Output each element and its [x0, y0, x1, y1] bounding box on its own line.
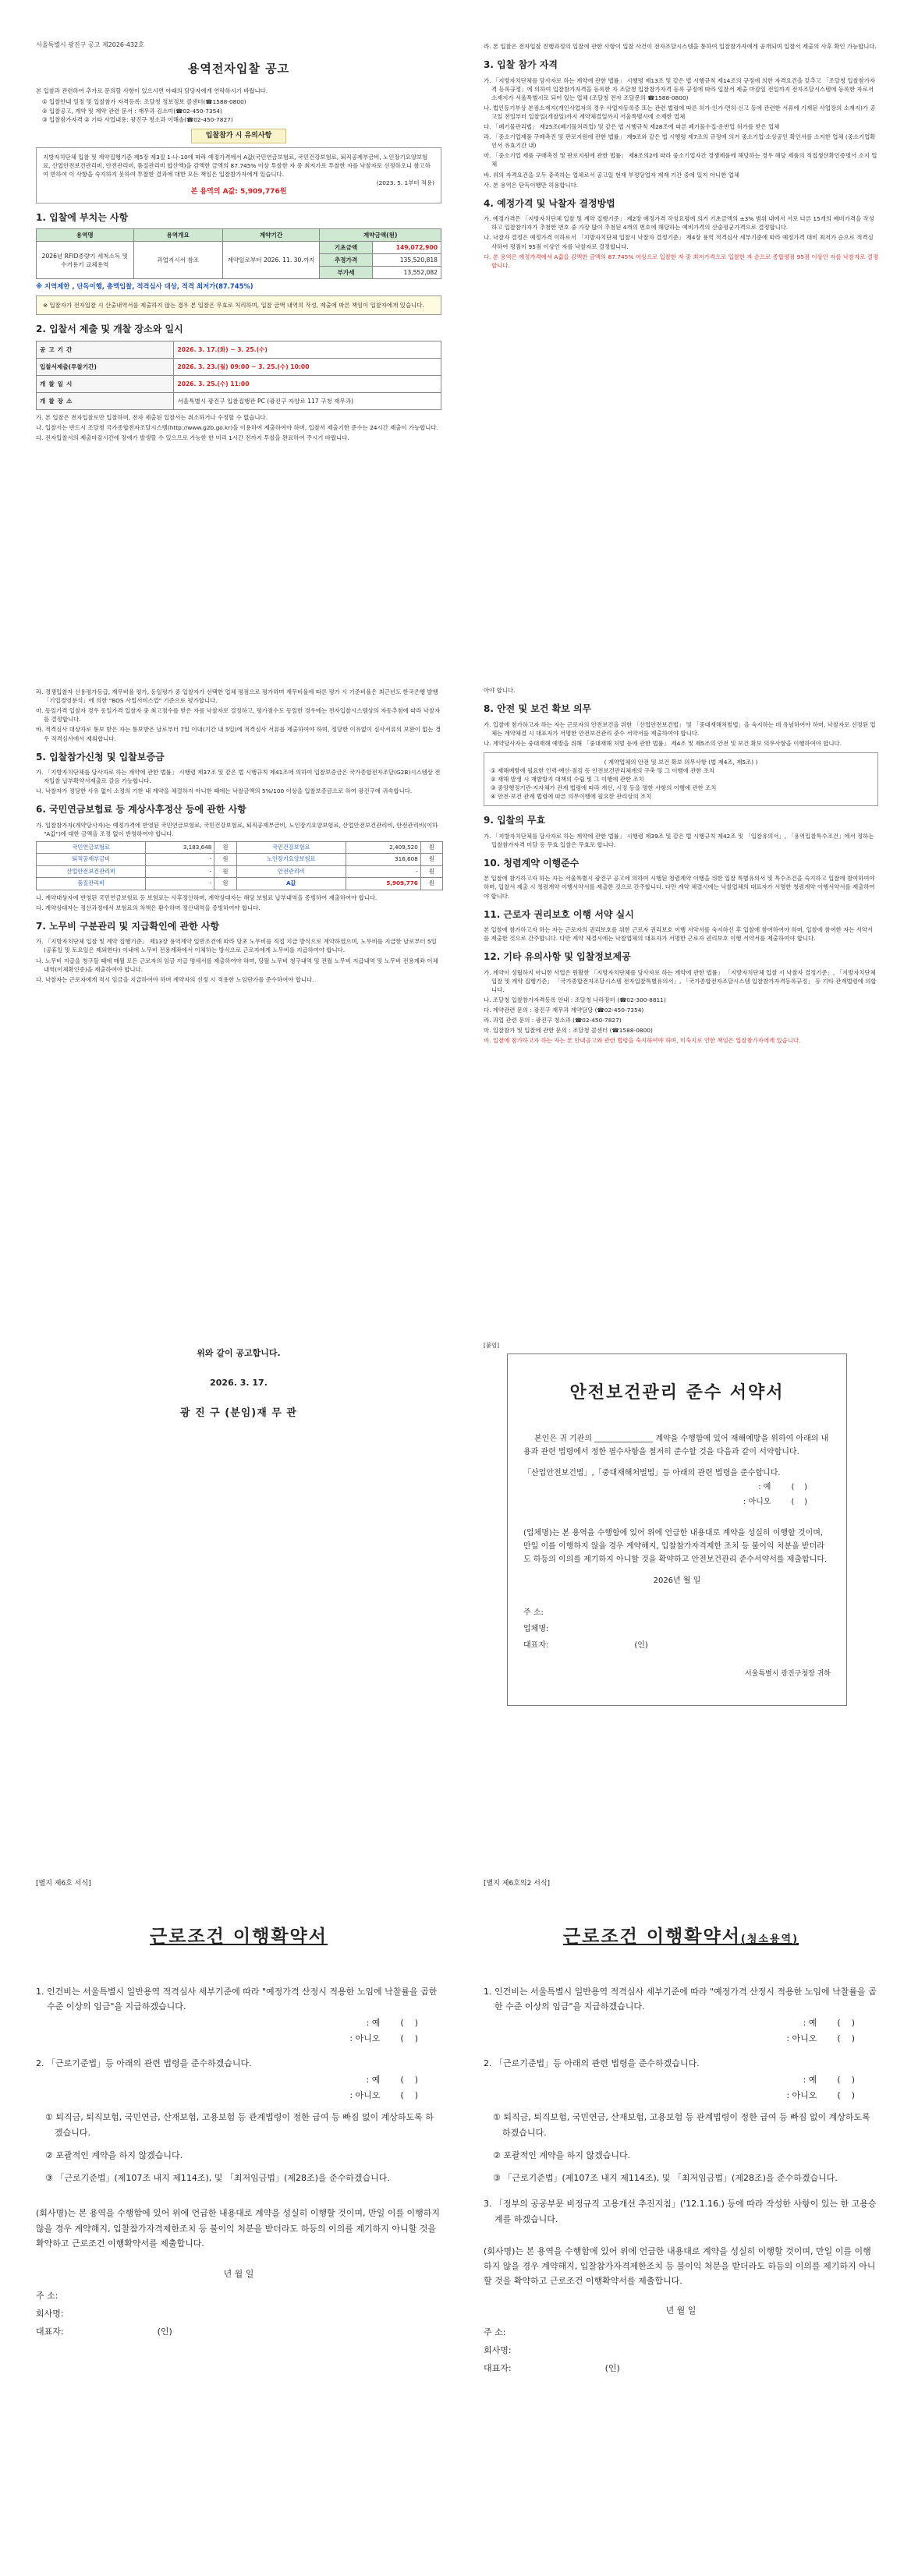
intro-text: 본 입찰과 관련하여 추가로 문의할 사항이 있으시면 아래의 담당자에게 연락하시기 바랍니다.	[36, 87, 268, 95]
form-number: [별지 제6호 서식]	[36, 1880, 91, 1888]
no-row	[36, 2033, 418, 2045]
insurance-name: 산업안전보건관리비	[37, 865, 146, 877]
insurance-amount: -	[146, 854, 214, 865]
insurance-name: 퇴직공제부금비	[37, 854, 146, 865]
insurance-amount: 316,608	[346, 854, 420, 865]
page-3-right-column	[484, 686, 878, 1224]
service-table	[36, 228, 441, 279]
safety-item: 나. 계약당사자는 중대재해 예방을 위해 「중대재해 처벌 등에 관한 법률」 제4조 및 제5조의 안전 및 보건 확보 의무사항을 이행하여야 합니다.	[484, 739, 842, 747]
insurance-amount: -	[146, 865, 214, 877]
note-item: 바. 적격심사 대상자로 통보 받은 자는 통보받은 날로부터 7일 이내(기간 내 5일)에 적격심사 서류를 제출하여야 하며, 정당한 이유없이 심사서류의 보완이 없는 경우 적격심사에서 제외합니다.	[36, 726, 441, 742]
insurance-amount: 5,909,776	[346, 878, 420, 890]
deposit-item: 나. 낙찰자가 정당한 사유 없이 소정의 기한 내 계약을 체결하지 아니한 때에는 낙찰금액의 5%/100 이상을 입찰보증금으로 하여 광진구에 귀속합니다.	[36, 787, 413, 795]
misc-item: 바. 입찰에 참가하고자 하는 자는 본 안내공고와 관련 법령을 숙지하여야 하며, 미숙지로 인한 책임은 입찰참가자에게 있습니다.	[484, 1037, 801, 1045]
pledge-frame	[507, 1353, 847, 1706]
closing-line: 위와 같이 공고합니다.	[197, 1348, 281, 1358]
page-1	[36, 41, 441, 602]
pledge-title: 안전보건관리 준수 서약서	[569, 1383, 785, 1403]
safety-duty: ③ 중앙행정기관·지자체가 관계 법령에 따라 개선, 시정 등을 명한 사항의 이행에 관한 조치	[491, 784, 717, 792]
lc-closing: (회사명)는 본 용역을 수행함에 있어 위에 언급한 내용대로 계약을 성실히 이행할 것이며, 만일 이를 이행하지 않을 경우 계약해지, 입찰참가자격제한조치 등 불이익 처분을 받더라도 하등의 이의를 제기하지 아니할 것을 확약하고 근로조건 이행확약서를 제출합니다.	[484, 2245, 876, 2287]
insurance-table	[36, 841, 443, 890]
qualification-item: 바. 위의 자격요건을 모두 충족하는 업체로서 공고일 현재 부정당업자 제재 기간 중에 있지 아니한 업체	[484, 171, 739, 179]
seal-mark: (인)	[634, 1640, 648, 1650]
section-heading: 11. 근로자 권리보호 이행 서약 실시	[484, 908, 634, 920]
no-row	[36, 2089, 418, 2102]
pledge-body: 본인은 귀 기관의 _______________ 계약을 수행함에 있어 재해예방을 위하여 아래의 내용과 관련 법령에서 정한 필수사항을 철저히 준수할 것을 다음과 같이 서약합니다.	[523, 1434, 829, 1456]
seal-mark: (인)	[157, 2327, 172, 2337]
form-title: 근로조건 이행확약서(청소용역)	[562, 1926, 799, 1947]
yes-row	[36, 2074, 418, 2086]
attachment-tag: [붙임]	[484, 1342, 500, 1349]
pledge-company: 업체명:	[523, 1624, 549, 1633]
no-label: : 아니오	[786, 2033, 817, 2044]
service-name: 2026년 RFID종량기 세척소독 및 수거용기 교체용역	[37, 242, 134, 279]
note-item: 다. 전자입찰서의 제출마감시간에 장애가 발생할 수 있으므로 가능한 한 미리 1시간 전까지 투찰을 완료하여 주시기 바랍니다.	[36, 434, 349, 442]
pledge-closing: (업체명)는 본 용역을 수행함에 있어 위에 언급한 내용대로 계약을 성실히 이행할 것이며, 만일 이를 이행하지 않을 경우 계약해지, 입찰참가자격제한 조치 등 불이익 처분을 받더라도 하등의 이의를 제기하지 아니할 것을 확약하고 안전보건관리 준수서약서를 제출합니다.	[523, 1529, 828, 1565]
misc-item: 가. 계약이 성립하지 아니한 사업은 원활한 「지방자치단체를 당사자로 하는 계약에 관한 법률」 「지방자치단체 입찰 시 낙찰자 결정기준」, 「지방자치단체 입찰 및 계약 집행기준」 「국가종합전자조달시스템 전자입찰특별유의서」, 「국가종합전자조달시스템 입찰참가자격등록규정」 등 기타 관계법령에 의합니다.	[484, 968, 877, 993]
page-7	[484, 1879, 878, 2549]
yes-row	[484, 2074, 855, 2086]
schedule-key: 입찰서제출(투찰기간)	[37, 358, 174, 375]
lc-item: 2. 「근로기준법」등 아래의 관련 법령을 준수하겠습니다.	[484, 2058, 700, 2069]
contact-item: ③ 입찰참가자격 ② 기타 사업내용: 광진구 청소과 이해솔(☎02-450-7827)	[42, 115, 233, 123]
pledge-yes-row	[523, 1482, 807, 1494]
yes-label: : 예	[803, 2075, 817, 2086]
page-3	[36, 686, 878, 1224]
service-period: 계약일로부터 2026. 11. 30.까지	[222, 242, 320, 279]
pledge-recipient: 서울특별시 광진구청장 귀하	[744, 1669, 831, 1678]
note-item: 나. 입찰서는 반드시 조달청 국가종합전자조달시스템(http://www.g2b.go.kr)을 이용하여 제출하여야 하며, 입찰서 제출기한 준수는 24시간 제출이 가능합니다.	[36, 423, 438, 431]
misc-item: 마. 입찰참가 및 입찰에 관한 문의 : 조달청 콜센터 (☎1588-0800)	[484, 1027, 653, 1035]
section-heading: 5. 입찰참가신청 및 입찰보증금	[36, 751, 165, 763]
lc-company: 회사명:	[36, 2309, 64, 2319]
pledge-law: 「산업안전보건법」,「중대재해처벌법」등 아래의 관련 법령을 준수합니다.	[523, 1468, 781, 1477]
wage-item: 다. 낙찰자는 근로자에게 적시 임금을 지급하여야 하며 계약자의 선정 시 적용한 노임단가를 준수하여야 합니다.	[36, 975, 314, 983]
lc-address: 주 소:	[36, 2291, 58, 2302]
lc-item: 1. 인건비는 서울특별시 일반용역 적격심사 세부기준에 따라 "예정가격 산정시 적용한 노임에 낙찰률을 곱한 수준 이상의 임금"을 지급하겠습니다.	[484, 1986, 877, 2012]
insurance-name: 안전관리비	[236, 865, 346, 877]
note-item: 마. 동일가격 입찰자 경우 동일가격 입찰자 중 최고점수를 받은 자를 낙찰자로 결정하고, 평가점수도 동일한 경우에는 전자입찰시스템상의 자동추첨에 따라 낙찰자를 결정합니다.	[36, 707, 441, 724]
qualification-item: 나. 법인등기부상 본점소재지(개인사업자의 경우 사업자등록증 또는 관련 법령에 따른 허가·인가·면허·신고 등에 관련한 서류에 기재된 사업장의 소재지)가 공고일 전일부터 입찰일(개찰일)까지 계약체결일까지 서울특별시에 소재한 업체	[484, 104, 876, 120]
yes-label: : 예	[366, 2018, 381, 2029]
misc-item: 나. 조달청 입찰참가자격등록 안내 : 조달청 나라장터 (☎02-300-8811)	[484, 996, 666, 1004]
yes-label: : 예	[366, 2075, 381, 2086]
page-title: 용역전자입찰 공고	[187, 61, 290, 76]
contact-item: ① 입찰안내 일정 및 입찰참가 자격등록: 조달청 정보정보 콜센터(☎1588-0800)	[42, 98, 246, 106]
insurance-amount: -	[346, 865, 420, 877]
form-title: 근로조건 이행확약서	[150, 1926, 328, 1947]
amount-value: 13,552,082	[372, 267, 441, 279]
yes-checkbox[interactable]: ( )	[791, 1483, 807, 1492]
section-heading: 4. 예정가격 및 낙찰자 결정방법	[484, 197, 615, 209]
section-heading: 8. 안전 및 보건 확보 의무	[484, 703, 592, 715]
note-item: 라. 경쟁입찰자 신용평가등급, 재무비율 평가, 동일평가 중 입찰자가 선택한 업체 평점으로 평가하며 재무비율에 따른 평가 시 기준비율은 최근년도 한국은행 발행 「기업경영분석」에 의한 "BOS 사업서비스업" 기준으로 평가합니다.	[36, 688, 438, 705]
notice-date: (2023. 5. 1부터 적용)	[376, 179, 434, 187]
no-label: : 아니오	[349, 2090, 381, 2101]
no-checkbox[interactable]: ( )	[837, 2090, 855, 2101]
price-item: 나. 낙찰자 결정은 예정가격 이하로서 「지방자치단체 입찰시 낙찰자 결정기준」 제4장 용역 적격심사 세부기준에 따라 예정가격 대비 최저가 순으로 적격심사하여 평점이 95점 이상인 자를 낙찰자로 결정합니다.	[484, 234, 874, 250]
lc-sub-item: ③ 「근로기준법」(제107조 내지 제114조), 및 「최저임금법」(제28조)을 준수하겠습니다.	[45, 2173, 390, 2184]
insurance-item: 나. 계약대상자에 반영된 국민연금보험료 등 보험료는 사후정산하며, 계약상대자는 해당 보험료 납부내역을 증빙하여 제출하여야 합니다.	[36, 893, 378, 901]
lc-company: 회사명:	[484, 2344, 512, 2355]
safety-duty: ② 재해 발생 시 재발방지 대책의 수립 및 그 이행에 관한 조치	[491, 776, 644, 784]
col-header: 계약기간	[222, 229, 320, 242]
lc-sub-item: ② 포괄적인 계약을 하지 않겠습니다.	[493, 2150, 631, 2160]
lc-date: 년 월 일	[223, 2269, 254, 2280]
section-heading: 3. 입찰 참가 자격	[484, 59, 558, 71]
no-label: : 아니오	[743, 1497, 771, 1506]
insurance-item: 가. 입찰참가자(계약당사자)는 예정가격에 반영된 국민연금보험료, 국민건강보험료, 퇴직공제부금비, 노인장기요양보험료, 산업안전보건관리비, 안전관리비(이하 "A값")에 대한 금액을 조정 없이 반영하여야 합니다.	[36, 821, 438, 837]
yes-label: : 예	[758, 1483, 771, 1492]
insurance-unit: 원	[214, 841, 236, 853]
schedule-value: 2026. 3. 25.(수) 11:00	[174, 375, 441, 392]
form-number: [별지 제6호의2 서식]	[484, 1880, 551, 1888]
insurance-name: A값	[236, 878, 346, 890]
deposit-item: 가. 「지방자치단체를 당사자로 하는 계약에 관한 법률」 시행령 제37조 및 같은 법 시행규칙 제41조에 의하여 입찰보증금은 국가종합전자조달(G2B)시스템상 전자입찰 납부확약서제출로 갈음 가능합니다.	[36, 769, 441, 785]
section-heading: 6. 국민연금보험료 등 계상사후정산 등에 관한 사항	[36, 804, 246, 816]
insurance-amount: 3,183,648	[146, 841, 214, 853]
col-header: 계약금액(원)	[320, 229, 441, 242]
no-checkbox[interactable]: ( )	[791, 1497, 807, 1506]
contact-list	[36, 97, 441, 123]
no-row	[484, 2089, 855, 2102]
yes-checkbox[interactable]: ( )	[400, 2018, 418, 2029]
schedule-key: 개찰장소	[37, 392, 174, 409]
no-checkbox[interactable]: ( )	[400, 2090, 418, 2101]
no-label: : 아니오	[786, 2090, 817, 2101]
lc-date: 년 월 일	[665, 2305, 697, 2316]
lc-sub-item: ② 포괄적인 계약을 하지 않겠습니다.	[45, 2150, 183, 2160]
lc-item: 2. 「근로기준법」등 아래의 관련 법령을 준수하겠습니다.	[36, 2058, 252, 2069]
restriction-note: ※ 지역제한 , 단독이행, 총액입찰, 적격심사 대상, 적격 최저가(87.745%)	[36, 282, 253, 291]
submission-warning: ※ 입찰자가 전자입찰 시 산출내역서를 제출하지 않는 경우 본 입찰은 무효로 처리하며, 입찰 금액 내역의 작성, 제출에 따른 책임이 입찰자에게 있습니다.	[36, 295, 441, 315]
section-heading: 9. 입찰의 무효	[484, 815, 546, 826]
pledge-address: 주 소:	[523, 1608, 544, 1617]
amount-value: 135,520,818	[372, 254, 441, 267]
insurance-unit: 원	[420, 865, 442, 877]
no-checkbox[interactable]: ( )	[400, 2033, 418, 2044]
lc-sub-item: ① 퇴직금, 퇴직보험, 국민연금, 산재보험, 고용보험 등 관계법령이 정한 급여 등 빠짐 없이 계상하도록 하겠습니다.	[493, 2112, 870, 2138]
yes-row	[36, 2017, 418, 2029]
misc-item: 다. 계약관련 문의 : 광진구 재무과 계약담당 (☎02-450-7354)	[484, 1007, 644, 1014]
notice-box	[36, 147, 441, 203]
schedule-value: 2026. 3. 23.(월) 09:00 ~ 3. 25.(수) 10:00	[174, 358, 441, 375]
lc-sub-item: ① 퇴직금, 퇴직보험, 국민연금, 산재보험, 고용보험 등 관계법령이 정한 급여 등 빠짐 없이 계상하도록 하겠습니다.	[45, 2112, 434, 2138]
pledge-no-row	[523, 1497, 807, 1509]
pledge-representative: 대표자: (인)	[523, 1640, 648, 1650]
seal-mark: (인)	[604, 2362, 620, 2373]
insurance-name: 국민연금보험료	[37, 841, 146, 853]
page-3-left-column	[36, 686, 443, 1224]
schedule-value: 2026. 3. 17.(화) ~ 3. 25.(수)	[174, 341, 441, 358]
yes-checkbox[interactable]: ( )	[837, 2075, 855, 2086]
schedule-value: 서울특별시 광진구 입찰집행관 PC (광진구 자양로 117 구청 재무과)	[174, 392, 441, 409]
no-row	[484, 2033, 855, 2045]
page-6	[36, 1879, 441, 2549]
amount-value: 149,072,900	[372, 242, 441, 254]
notice-heading: 입찰참가 시 유의사항	[36, 129, 441, 143]
price-item: 다. 본 용역은 예정가격에서 A값을 감액한 금액의 87.745% 이상으로 입찰한 자 중 최저가격으로 입찰한 자 순으로 종합평점 95점 이상인 자를 낙찰자로 결정합니다.	[484, 253, 878, 269]
insurance-name: 국민건강보험료	[236, 841, 346, 853]
pledge-date: 2026년 월 일	[653, 1576, 701, 1586]
insurance-unit: 원	[214, 854, 236, 865]
schedule-key: 개찰일시	[37, 375, 174, 392]
price-item: 가. 예정가격은 「지방자치단체 입찰 및 계약 집행기준」 제2장 예정가격 작성요령에 의거 기초금액의 ±3% 범위 내에서 서로 다른 15개의 예비가격을 작성하고 입찰참가자가 추첨한 번호 중 가장 많이 추첨된 4개의 번호에 해당하는 예비가격의 산술평균가격으로 결정합니다.	[484, 215, 874, 232]
insurance-unit: 원	[420, 878, 442, 890]
invalid-item: 가. 「지방자치단체를 당사자로 하는 계약에 관한 법률」 시행령 제39조 및 같은 법 시행규칙 제42조 및 「입찰유의서」, 「용역입찰특수조건」에서 정하는 입찰참가자격 미달 등 무효 입찰은 무효로 합니다.	[484, 832, 874, 848]
lc-sub-item: ③ 「근로기준법」(제107조 내지 제114조), 및 「최저임금법」(제28조)을 준수하겠습니다.	[493, 2173, 838, 2184]
yes-label: : 예	[803, 2018, 817, 2029]
safety-duties-box	[484, 752, 878, 807]
insurance-name: 품질관리비	[37, 878, 146, 890]
no-label: : 아니오	[349, 2033, 381, 2044]
insurance-item: 다. 계약상대자는 정산과정에서 보험료의 차액은 환수하며 정산내역을 증빙하여야 합니다.	[36, 904, 261, 911]
insurance-unit: 원	[214, 878, 236, 890]
notice-a-value: 본 용역의 A값: 5,909,776원	[190, 188, 287, 196]
qualification-item: 다. 「폐기물관리법」 제25조(폐기물처리업) 및 같은 법 시행규칙 제28조에 따른 폐기물수집·운반업 허가를 받은 업체	[484, 123, 780, 131]
section-heading: 10. 청렴계약 이행준수	[484, 857, 580, 869]
insurance-amount: -	[146, 878, 214, 890]
page-5	[484, 1341, 878, 1723]
insurance-amount: 2,409,520	[346, 841, 420, 853]
wage-item: 나. 노무비 지급을 청구할 때에 매월 모든 근로자의 임금 지급 명세서를 제출하여야 하며, 당월 노무비 청구내역 및 전월 노무비 지급내역 및 노무비 전용계좌 이체내역(이체확인증)을 제출하여야 합니다.	[36, 957, 438, 973]
insurance-name: 노인장기요양보험료	[236, 854, 346, 865]
integrity-text: 본 입찰에 참가하고자 하는 자는 서울특별시 광진구 공고에 의하여 시행된 청렴계약 이행을 위한 입찰 특별유의서 및 특수조건을 숙지하고 입찰에 참여하여야 하며, 입찰서 제출 시 청렴계약 이행서약서를 제출한 것으로 간주합니다. 다만 계약 체결시에는 낙찰업체의 대표자가 서명한 청렴계약 이행서약서를 제출하여야 합니다.	[484, 875, 875, 900]
no-checkbox[interactable]: ( )	[837, 2033, 855, 2044]
notice-number: 서울특별시 광진구 공고 제2026-432호	[36, 41, 144, 48]
labor-rights-text: 본 입찰에 참가하고자 하는 자는 근로자의 권리보호를 위한 근로자 권리보호 이행 서약서를 숙지하신 후 입찰에 참여하여야 하며, 입찰에 참여한 자는 서약서를 제출한 것으로 간주합니다. 다만 계약 체결시에는 낙찰업체의 대표자가 서명한 근로자 권리보호 이행 서약서를 제출하여야 합니다.	[484, 926, 874, 943]
amount-label: 기초금액	[320, 242, 372, 254]
contact-item: ② 입찰공고, 계약 및 계약 관련 문서 : 재무과 김소미(☎02-450-7354)	[42, 107, 222, 115]
section-heading: 7. 노무비 구분관리 및 지급확인에 관한 사항	[36, 920, 220, 932]
lc-item: 3. 「정부의 공공부문 비정규직 고용개선 추진지침」('12.1.16.) 등에 따라 작성한 사항이 있는 한 고용승계를 하겠습니다.	[484, 2199, 877, 2224]
col-header: 용역명	[37, 229, 134, 242]
section-heading: 1. 입찰에 부치는 사항	[36, 211, 129, 223]
safety-duties-title: ( 계약업체의 안전 및 보건 확보 의무사항 (법 제4조, 제5조) )	[604, 758, 758, 766]
form-title-suffix: (청소용역)	[740, 1933, 799, 1945]
yes-row	[484, 2017, 855, 2029]
safety-duty: ① 재해예방에 필요한 인력·예산·점검 등 안전보건관리체계의 구축 및 그 이행에 관한 조치	[491, 766, 715, 774]
lc-closing: (회사명)는 본 용역을 수행함에 있어 위에 언급한 내용대로 계약을 성실히 이행할 것이며, 만일 이를 이행하지 않을 경우 계약해지, 입찰참가자격제한조치 등 불이익 처분을 받더라도 하등의 이의를 제기하지 아니할 것을 확약하고 근로조건 이행확약서를 제출합니다.	[36, 2208, 440, 2249]
wage-item: 가. 「지방자치단체 입찰 및 계약 집행기준」 제13장 용역계약 일반조건에 따라 당초 노무비를 직접 지급 방식으로 계약하였으며, 노무비를 지급한 날로부터 5일(공휴일 및 토요일은 제외한다) 이내에 노무비 전용계좌에서 이체하는 방식으로 근로자에게 노무비를 지급하여야 합니다.	[36, 938, 437, 954]
misc-item: 라. 과업 관련 문의 : 광진구 청소과 (☎02-450-7827)	[484, 1017, 622, 1024]
amount-label: 부가세	[320, 267, 372, 279]
page-2	[484, 41, 878, 602]
amount-label: 추정가격	[320, 254, 372, 267]
continued-text: 아야 합니다.	[484, 687, 516, 694]
note-item: 가. 본 입찰은 전자입찰로만 입찰하며, 전자 제출된 입찰서는 취소하거나 수정할 수 없습니다.	[36, 413, 268, 421]
service-overview: 과업지시서 참조	[133, 242, 222, 279]
yes-checkbox[interactable]: ( )	[837, 2018, 855, 2029]
schedule-key: 공고기간	[37, 341, 174, 358]
yes-checkbox[interactable]: ( )	[400, 2075, 418, 2086]
section-heading: 12. 기타 유의사항 및 입찰정보제공	[484, 951, 631, 963]
lc-representative: 대표자: (인)	[36, 2327, 172, 2337]
insurance-unit: 원	[420, 854, 442, 865]
safety-duty: ④ 안전·보건 관계 법령에 따른 의무이행에 필요한 관리상의 조치	[491, 793, 652, 801]
qualification-item: 마. 「중소기업 제품 구매촉진 및 판로지원에 관한 법률」 제8조의2에 따라 중소기업자간 경쟁제품에 해당하는 경우 해당 제품의 직접생산확인증명서 소지 업체	[484, 152, 877, 168]
qualification-item: 가. 「지방자치단체를 당사자로 하는 계약에 관한 법률」 시행령 제13조 및 같은 법 시행규칙 제14조의 규정에 의한 자격요건을 갖추고 「조달청 입찰참가자격 등록규정」에 의하여 입찰참가자격을 등록한 자 조달청 입찰참가자격 등록 규정에 따라 입찰서 제출 마감일 전일까지 전자조달시스템에 등록한 자로서 소재지가 서울특별시로 되어 있는 업체 (조달청 전자 조달문의 ☎1588-0800)	[484, 76, 876, 101]
note-item: 라. 본 입찰은 전자입찰 진행과정의 입찰에 관한 사항이 입찰 사건이 전자조달시스템을 통하여 입찰참가자에게 공개되며 입찰서 제출의 사후 확인 가능합니다.	[484, 43, 877, 50]
schedule-table	[36, 341, 441, 410]
issuing-officer: 광 진 구 (분임)재 무 관	[180, 1407, 297, 1419]
insurance-unit: 원	[420, 841, 442, 853]
lc-item: 1. 인건비는 서울특별시 일반용역 적격심사 세부기준에 따라 "예정가격 산정시 적용한 노임에 낙찰률을 곱한 수준 이상의 임금"을 지급하겠습니다.	[36, 1986, 438, 2012]
notice-body: 지방자치단체 입찰 및 계약집행기준 제5장 제3절 1-나-10에 따라 예정가격에서 A값(국민연금보험료, 국민건강보험료, 퇴직공제부금비, 노인장기요양보험료, 산업안전보건관리비, 안전관리비, 품질관리비 합산액)을 감액한 금액의 87.745% 이상 투찰한 자 중 최저가로 투찰한 자를 낙찰자로 선정하오니 참고하여 반하여 이 사항을 숙지하지 못하여 투찰한 결과에 대한 모든 책임은 입찰참가자에게 있습니다.	[43, 153, 431, 179]
section-heading: 2. 입찰서 제출 및 개찰 장소와 일시	[36, 324, 183, 335]
qualification-item: 사. 본 용역은 단독이행만 허용합니다.	[484, 181, 579, 189]
page-4	[36, 1341, 441, 1466]
lc-address: 주 소:	[484, 2327, 506, 2337]
lc-representative: 대표자: (인)	[484, 2362, 620, 2373]
insurance-unit: 원	[214, 865, 236, 877]
closing-date: 2026. 3. 17.	[210, 1377, 268, 1388]
col-header: 용역개요	[133, 229, 222, 242]
qualification-item: 라. 「중소기업제품 구매촉진 및 판로지원에 관한 법률」 제9조와 같은 법 시행령 제7조의 규정에 의거 중소기업·소상공인 확인서를 소지한 업체 (중소기업확인서 유효기간 내)	[484, 133, 876, 150]
safety-item: 가. 입찰에 참가하고자 하는 자는 근로자의 안전보건을 위한 「산업안전보건법」 및 「중대재해처벌법」을 숙지하는 데 유념하여야 하며, 낙찰자로 선정된 업체는 계약체결 시 대표자가 서명한 안전보건관리 준수 서약서를 제출하여야 합니다.	[484, 720, 876, 737]
